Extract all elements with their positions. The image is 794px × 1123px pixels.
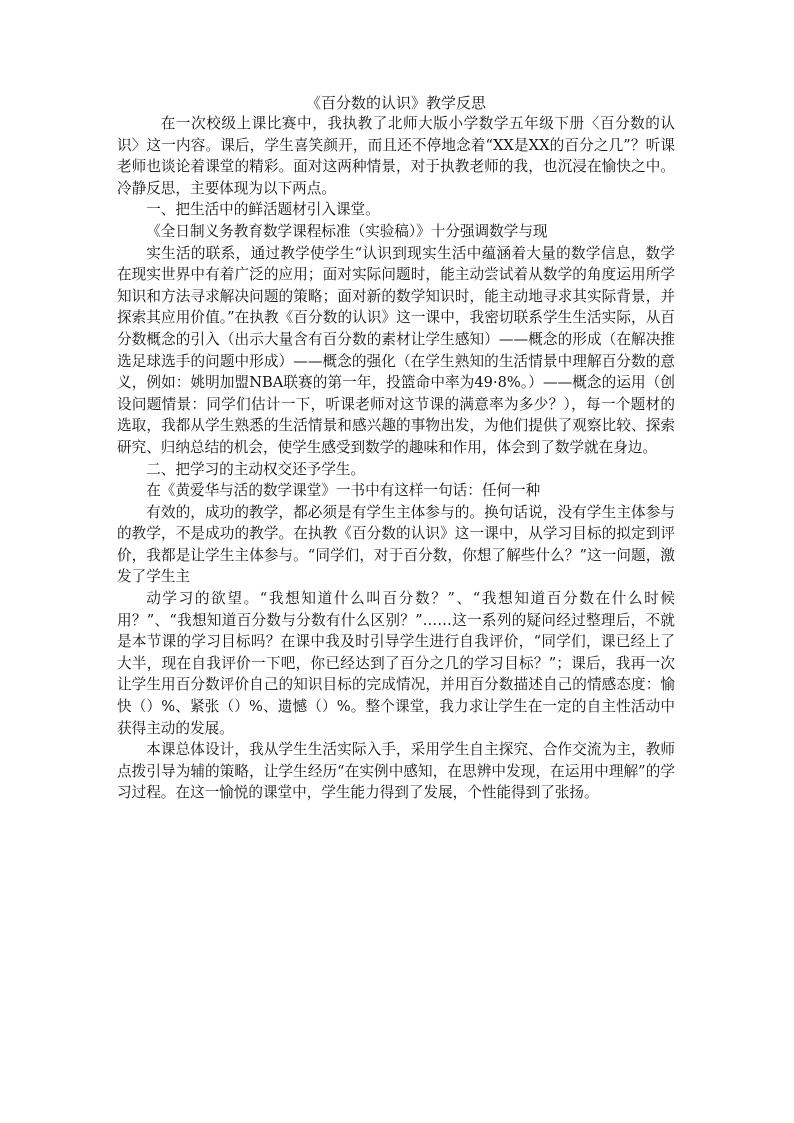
paragraph-intro: 在一次校级上课比赛中，我执教了北师大版小学数学五年级下册〈百分数的认识〉这一内容。课后，学生喜笑颜开，而且还不停地念着“XX是XX的百分之几”？听课老师也谈论着课堂的精彩。面对这两种情景，对于执教老师的我，也沉浸在愉快之中。冷静反思，主要体现为以下两点。	[117, 115, 675, 197]
document-page	[117, 94, 675, 804]
paragraph-real-life: 实生活的联系，通过教学使学生“认识到现实生活中蕴涵着大量的数学信息，数学在现实世界中有着广泛的应用；面对实际问题时，能主动尝试着从数学的角度运用所学知识和方法寻求解决问题的策略；面对新的数学知识时，能主动地寻求其实际背景，并探索其应用价值。”在执教《百分数的认识》这一课中，我密切联系学生生活实际，从百分数概念的引入（出示大量含有百分数的素材让学生感知）——概念的形成（在解决推选足球选手的问题中形成）——概念的强化（在学生熟知的生活情景中理解百分数的意义，例如：姚明加盟NBA联赛的第一年，投篮命中率为49·8%。）——概念的运用（创设问题情景：同学们估计一下，听课老师对这节课的满意率为多少？），每一个题材的选取，我都从学生熟悉的生活情景和感兴趣的事物出发，为他们提供了观察比较、探索研究、归纳总结的机会，使学生感受到数学的趣味和作用，体会到了数学就在身边。	[117, 244, 675, 456]
paragraph-learning-desire: 动学习的欲望。“我想知道什么叫百分数？”、“我想知道百分数在什么时候用？”、“我想知道百分数与分数有什么区别？”……这一系列的疑问经过整理后，不就是本节课的学习目标吗？在课中我及时引导学生进行自我评价，“同学们，课已经上了大半，现在自我评价一下吧，你已经达到了百分之几的学习目标？”；课后，我再一次让学生用百分数评价自己的知识目标的完成情况，并用百分数描述自己的情感态度：愉快（）%、紧张（）%、遗憾（）%。整个课堂，我力求让学生在一定的自主性活动中获得主动的发展。	[117, 590, 675, 737]
paragraph-conclusion: 本课总体设计，我从学生生活实际入手，采用学生自主探究、合作交流为主，教师点拨引导为辅的策略，让学生经历“在实例中感知，在思辨中发现，在运用中理解”的学习过程。在这一愉悦的课堂中，学生能力得到了发展，个性能得到了张扬。	[117, 741, 675, 802]
paragraph-student-participation: 有效的，成功的教学，都必须是有学生主体参与的。换句话说，没有学生主体参与的教学，不是成功的教学。在执教《百分数的认识》这一课中，从学习目标的拟定到评价，我都是让学生主体参与。“同学们，对于百分数，你想了解些什么？”这一问题，激发了学生主	[117, 503, 675, 586]
paragraph-standard-quote-start: 《全日制义务教育数学课程标准（实验稿）》十分强调数学与现	[146, 222, 548, 240]
section-heading-2: 二、把学习的主动权交还予学生。	[146, 460, 366, 478]
paragraph-book-quote-start: 在《黄爱华与活的数学课堂》一书中有这样一句话：任何一种	[146, 482, 541, 500]
section-heading-1: 一、把生活中的鲜活题材引入课堂。	[146, 201, 380, 219]
document-title: 《百分数的认识》教学反思	[305, 94, 486, 112]
